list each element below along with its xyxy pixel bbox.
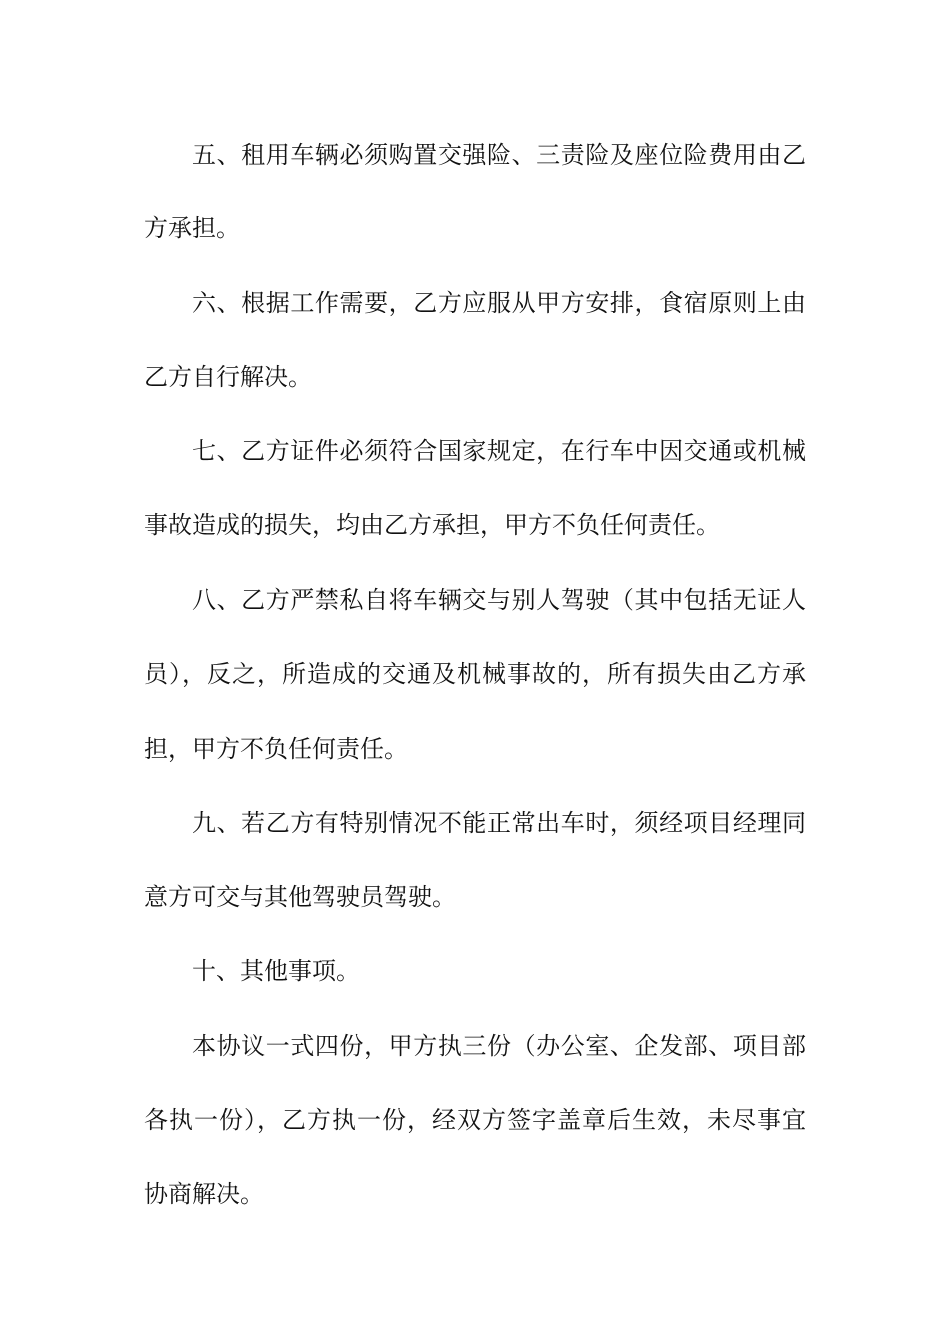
clause-5-line-2: 方承担。 <box>144 214 240 242</box>
closing-line-1: 本协议一式四份，甲方执三份（办公室、企发部、项目部 <box>192 1032 806 1060</box>
clause-9-line-1: 九、若乙方有特别情况不能正常出车时，须经项目经理同 <box>192 809 806 837</box>
clause-10-line-1: 十、其他事项。 <box>192 957 360 985</box>
clause-8-line-3: 担，甲方不负任何责任。 <box>144 735 408 763</box>
clause-8-line-1: 八、乙方严禁私自将车辆交与别人驾驶（其中包括无证人 <box>192 586 806 614</box>
clause-5-line-1: 五、租用车辆必须购置交强险、三责险及座位险费用由乙 <box>192 141 806 169</box>
clause-6-line-1: 六、根据工作需要，乙方应服从甲方安排，食宿原则上由 <box>192 289 806 317</box>
closing-line-2: 各执一份），乙方执一份，经双方签字盖章后生效，未尽事宜 <box>144 1106 806 1134</box>
clause-7-line-1: 七、乙方证件必须符合国家规定，在行车中因交通或机械 <box>192 437 806 465</box>
clause-8-line-2: 员），反之，所造成的交通及机械事故的，所有损失由乙方承 <box>144 660 806 688</box>
clause-6-line-2: 乙方自行解决。 <box>144 363 312 391</box>
clause-9-line-2: 意方可交与其他驾驶员驾驶。 <box>144 883 456 911</box>
closing-line-3: 协商解决。 <box>144 1180 264 1208</box>
clause-7-line-2: 事故造成的损失，均由乙方承担，甲方不负任何责任。 <box>144 511 720 539</box>
